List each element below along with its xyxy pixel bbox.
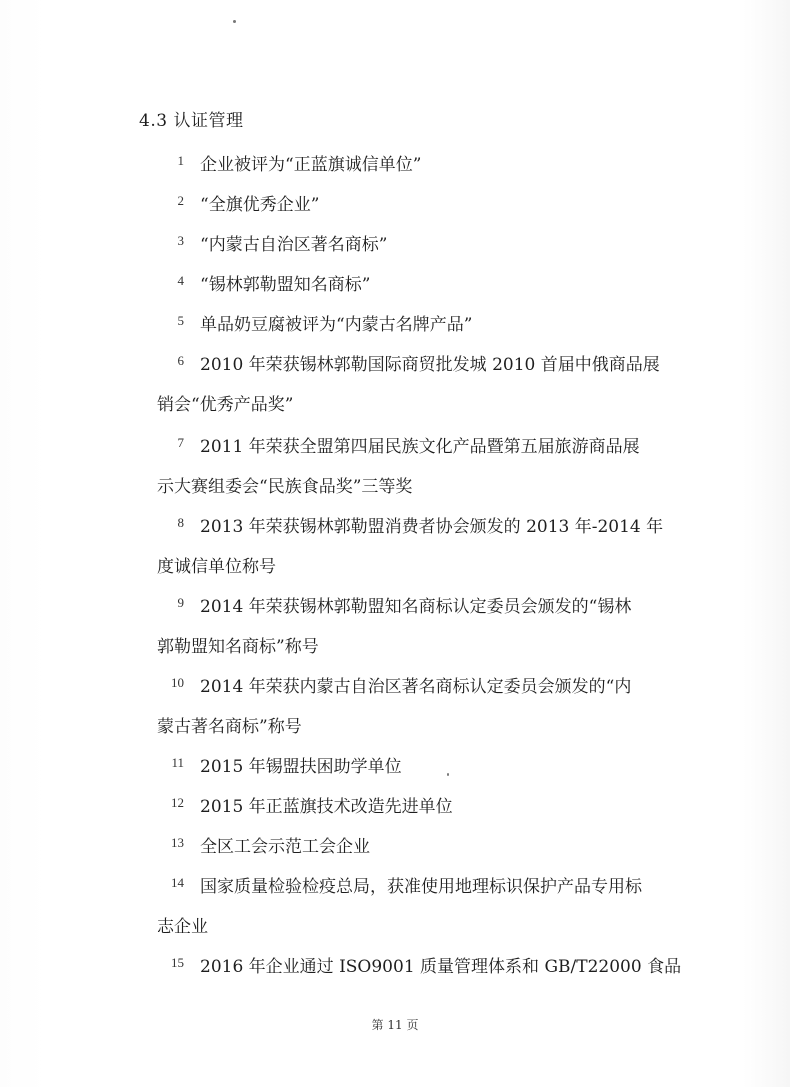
item-number: 5 bbox=[177, 313, 184, 328]
item-text: 2015 年正蓝旗技术改造先进单位 bbox=[200, 797, 453, 817]
item-text: 2014 年荣获内蒙古自治区著名商标认定委员会颁发的“内 bbox=[200, 677, 632, 697]
item-number: 6 bbox=[177, 353, 184, 368]
item-text: 2013 年荣获锡林郭勒盟消费者协会颁发的 2013 年-2014 年 bbox=[200, 517, 664, 537]
item-number: 9 bbox=[177, 595, 184, 610]
item-text-continuation: 志企业 bbox=[157, 917, 208, 937]
item-number: 2 bbox=[177, 193, 184, 208]
section-heading: 4.3 认证管理 bbox=[139, 111, 244, 131]
item-text-continuation: 郭勒盟知名商标”称号 bbox=[157, 637, 319, 657]
scan-speck bbox=[233, 20, 236, 23]
page-number: 第 11 页 bbox=[371, 1018, 419, 1032]
item-number: 3 bbox=[177, 233, 184, 248]
item-number: 8 bbox=[177, 515, 184, 530]
item-number: 13 bbox=[171, 835, 184, 850]
item-number: 15 bbox=[171, 955, 184, 970]
item-number: 10 bbox=[171, 675, 184, 690]
item-text-continuation: 蒙古著名商标”称号 bbox=[157, 717, 302, 737]
item-number: 4 bbox=[177, 273, 184, 288]
item-text-continuation: 度诚信单位称号 bbox=[157, 557, 276, 577]
item-text: “锡林郭勒盟知名商标” bbox=[200, 275, 371, 295]
item-text: 2015 年锡盟扶困助学单位 bbox=[200, 757, 402, 777]
item-text: 2010 年荣获锡林郭勒国际商贸批发城 2010 首届中俄商品展 bbox=[200, 355, 660, 375]
item-text-continuation: 示大赛组委会“民族食品奖”三等奖 bbox=[157, 477, 413, 497]
item-text: 2016 年企业通过 ISO9001 质量管理体系和 GB/T22000 食品 bbox=[200, 957, 682, 977]
item-text: 全区工会示范工会企业 bbox=[200, 837, 370, 857]
item-text: 企业被评为“正蓝旗诚信单位” bbox=[200, 155, 422, 175]
item-text: 2011 年荣获全盟第四届民族文化产品暨第五届旅游商品展 bbox=[200, 437, 640, 457]
item-text: 单品奶豆腐被评为“内蒙古名牌产品” bbox=[200, 315, 473, 335]
item-number: 12 bbox=[171, 795, 184, 810]
item-text: 国家质量检验检疫总局，获准使用地理标识保护产品专用标 bbox=[200, 877, 642, 897]
item-number: 11 bbox=[171, 755, 184, 770]
scan-speck bbox=[447, 773, 449, 776]
item-text: “内蒙古自治区著名商标” bbox=[200, 235, 388, 255]
item-number: 14 bbox=[171, 875, 184, 890]
item-text: “全旗优秀企业” bbox=[200, 195, 320, 215]
item-number: 7 bbox=[177, 435, 184, 450]
item-text-continuation: 销会“优秀产品奖” bbox=[157, 395, 294, 415]
item-number: 1 bbox=[177, 153, 184, 168]
item-text: 2014 年荣获锡林郭勒盟知名商标认定委员会颁发的“锡林 bbox=[200, 597, 632, 617]
